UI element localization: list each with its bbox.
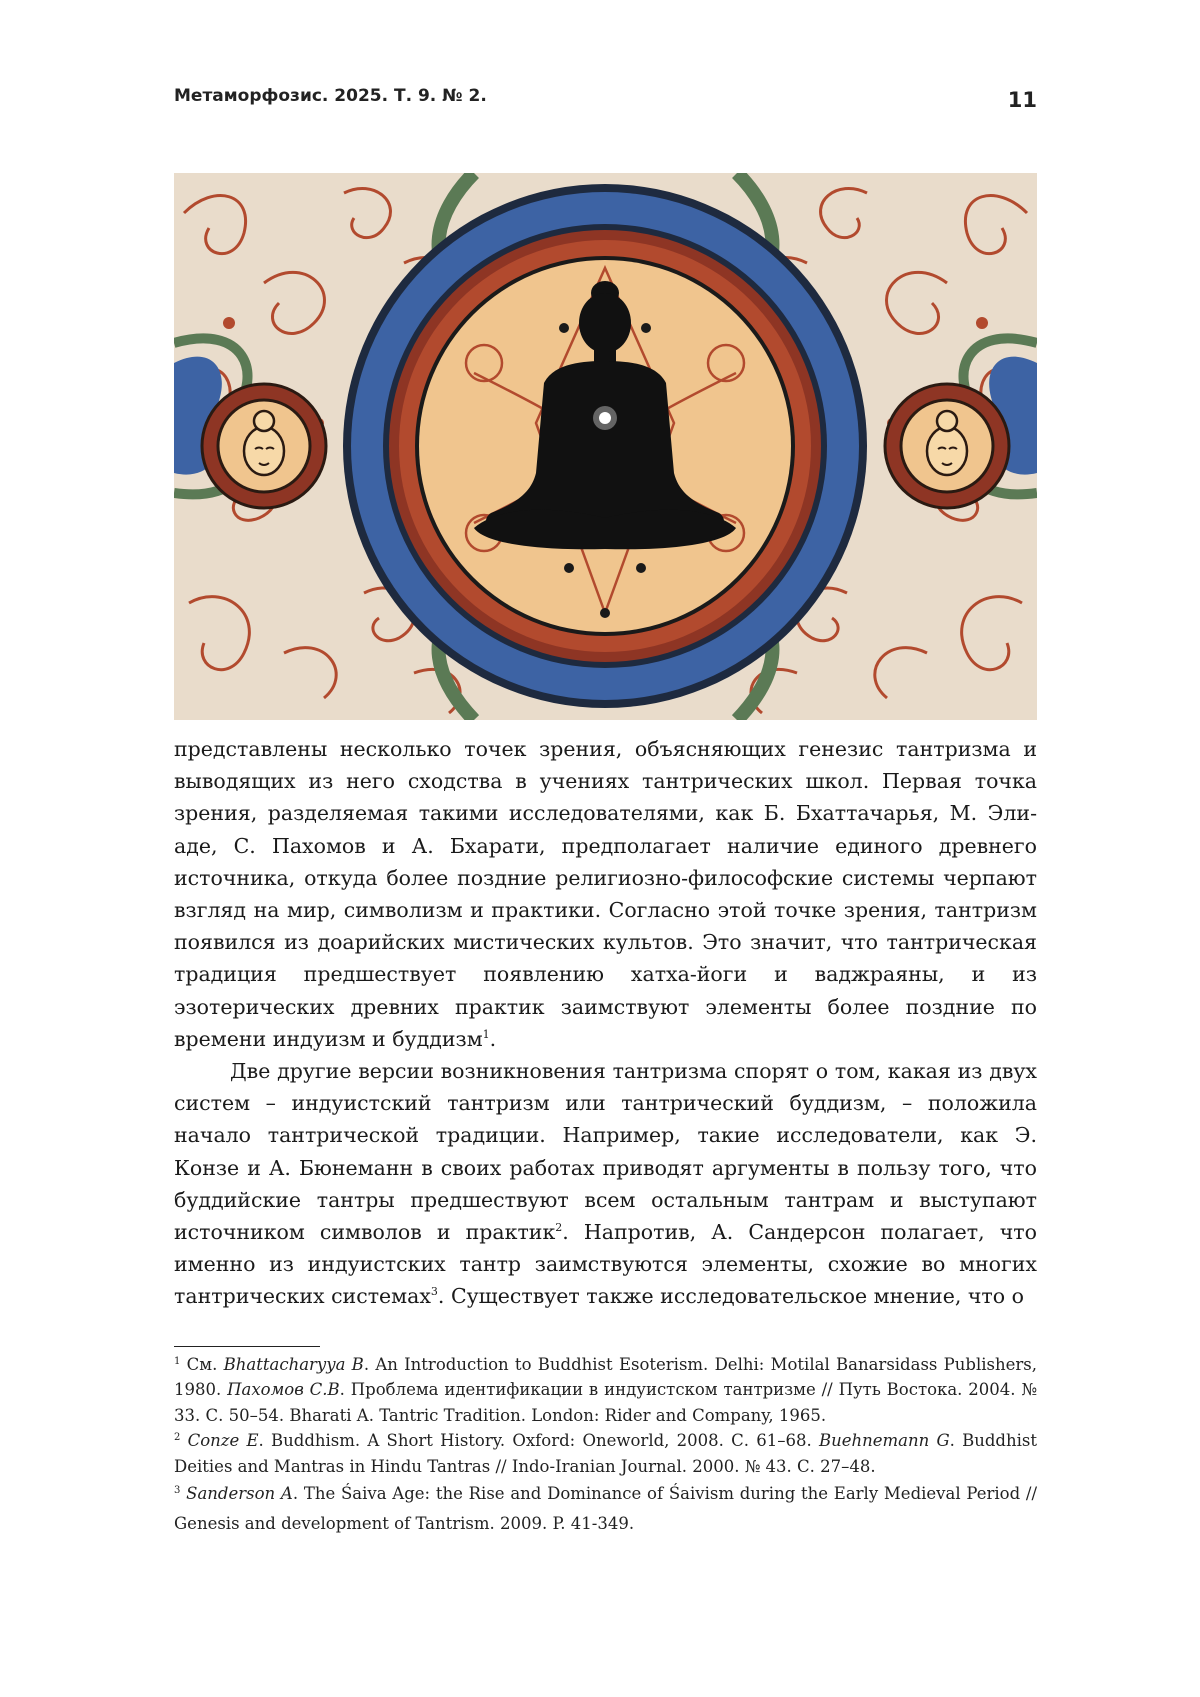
paragraph: Две другие версии возникновения тантризма спорят о том, какая из двух систем – индуистский тантризм или тантрический буддизм, – положила начало тантрической традиции. Например, такие исследователи, как Э. Конзе и А. Бюнеманн в своих работах приводят аргументы в пользу того, что буддийские тантры предшествуют всем остальным тантрам и выступают источником символов и практик$^2$. Напротив, А. Сандерсон полагает, что именно из индуистских тантр заимствуются элементы, схожие во многих тантрических системах$^3$. Существует также исследовательское мнение, что о (174, 1059, 1037, 1309)
paragraph: представлены несколько точек зрения, объясняющих генезис тантризма и выводящих из него сходства в учениях тантрических школ. Первая точка зрения, разделяемая такими исследователями, как Б. Бхаттачарья, М. Элиаде, С. Пахомов и А. Бхарати, предполагает наличие единого древнего источника, откуда более поздние религиозно-философские системы черпают взгляд на мир, символизм и практики. Согласно этой точке зрения, тантризм появился из доарийских мистических культов. Это значит, что тантрическая традиция предшествует появлению хатха-йоги и ваджраяны, и из эзотерических древних практик заимствуют элементы более поздние по времени индуизм и буддизм$^1$. (174, 737, 1037, 1051)
footnote-ref: 2 (555, 1221, 563, 1235)
buddha-face-left-icon (202, 384, 326, 508)
mandala-illustration (174, 173, 1037, 720)
buddha-face-right-icon (885, 384, 1009, 508)
footnote-ref: 1 (482, 1027, 490, 1041)
footnote-divider (174, 1346, 320, 1347)
footnote-2: $^2$ Conze E. Buddhism. A Short History. Oxford: Oneworld, 2008. С. 61–68. Buehnemann G. Buddhist Deities and Mantras in Hindu Tantras // Indo-Iranian Journal. 2000. № 43. С. 27–48. (174, 1431, 1037, 1476)
footnote-ref: 3 (430, 1285, 438, 1299)
running-header (174, 86, 1037, 116)
page-number: 11 (1007, 88, 1037, 112)
footnote-1: $^1$ См. Bhattacharyya B. An Introduction to Buddhist Esoterism. Delhi: Motilal Banarsidass Publishers, 1980. Пахомов С.В. Проблема идентификации в индуистском тантризме // Путь Востока. 2004. № 33. С. 50–54. Bharati A. Tantric Tradition. London: Rider and Company, 1965. (174, 1355, 1037, 1425)
footnote-3: $^3$ Sanderson A. The Śaiva Age: the Rise and Dominance of Śaivism during the Early Medieval Period // Genesis and development of Tantrism. 2009. P. 41-349. (174, 1484, 1038, 1534)
body-text (174, 733, 1037, 1313)
footnotes (174, 1352, 1037, 1539)
journal-citation: Метаморфозис. 2025. Т. 9. № 2. (174, 86, 487, 106)
